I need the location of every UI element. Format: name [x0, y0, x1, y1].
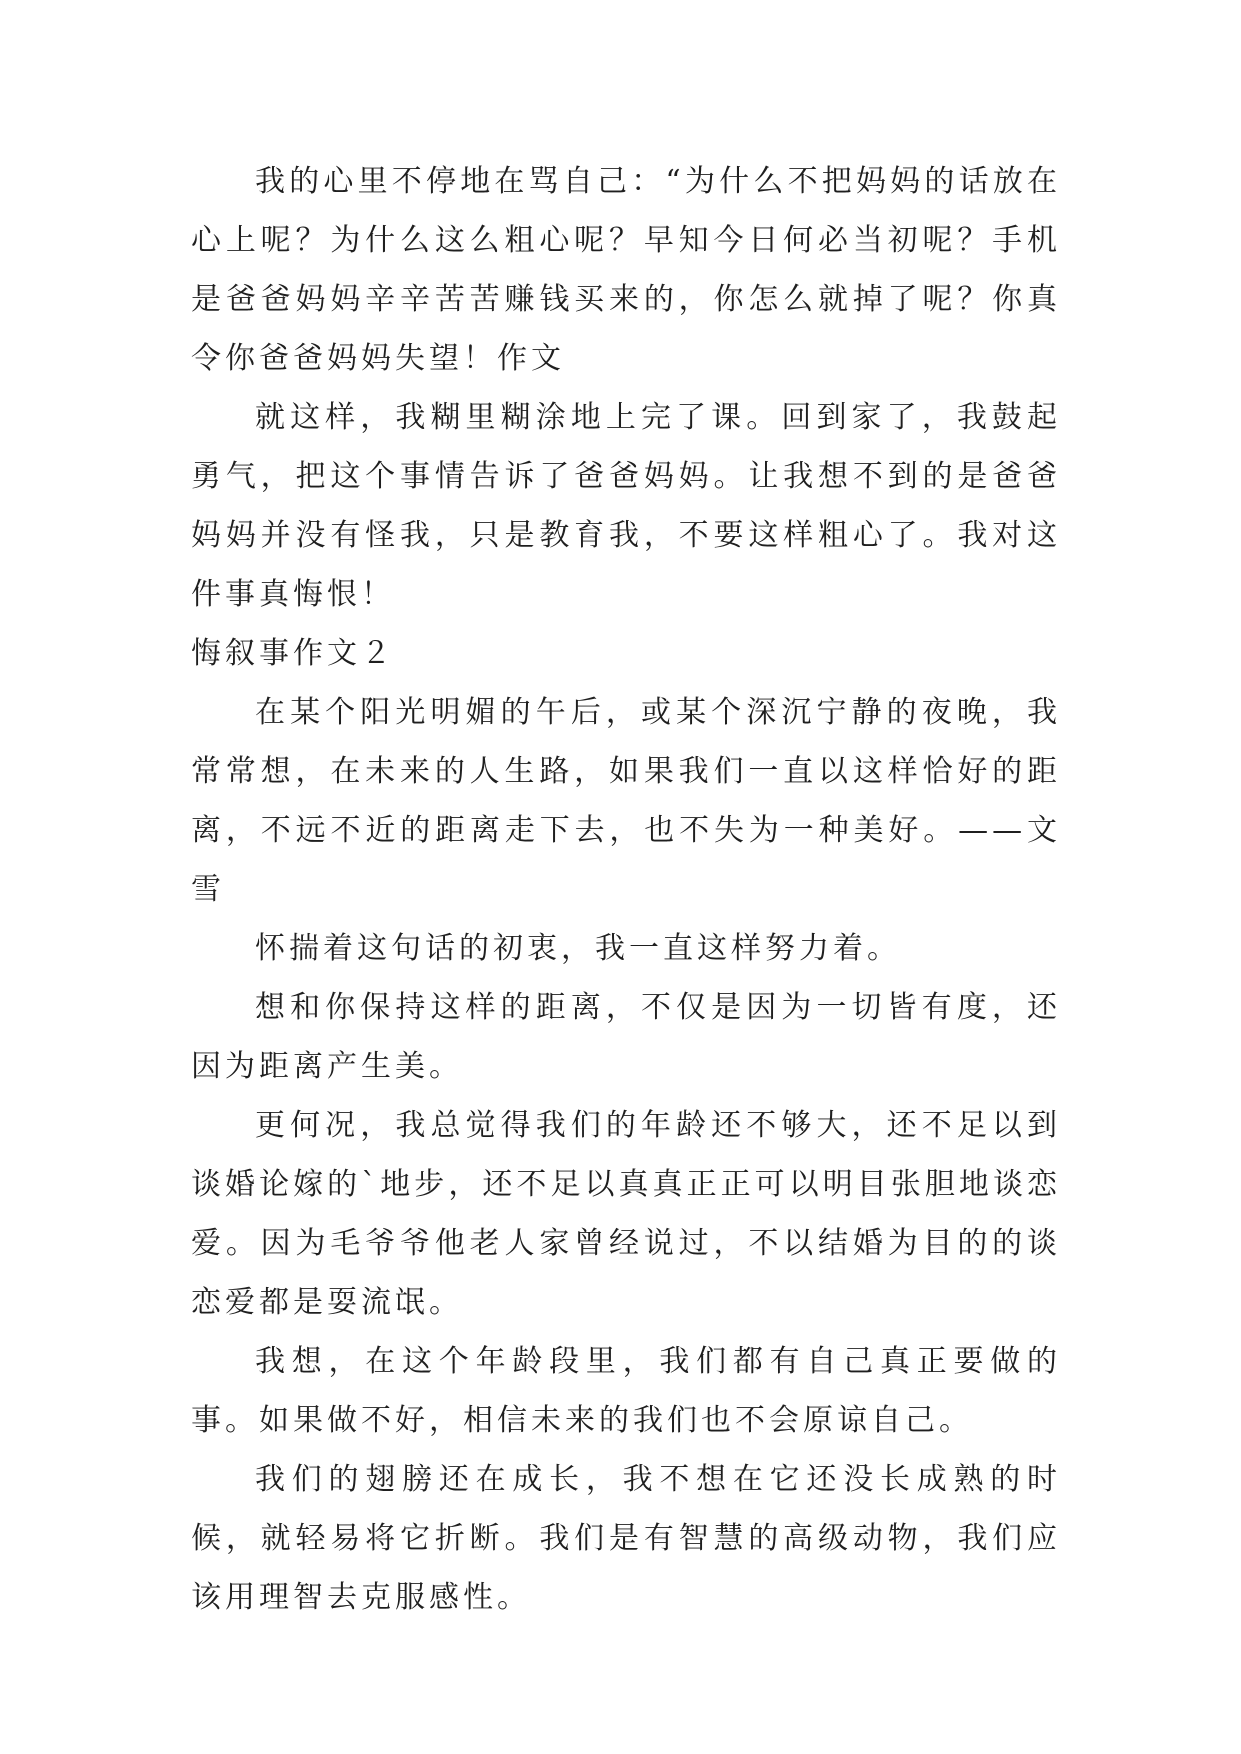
paragraph: 我的心里不停地在骂自己：“为什么不把妈妈的话放在心上呢？为什么这么粗心呢？早知今日何必当初呢？手机是爸爸妈妈辛辛苦苦赚钱买来的，你怎么就掉了呢？你真令你爸爸妈妈失望！作文 — [191, 164, 1061, 376]
paragraph: 我们的翅膀还在成长，我不想在它还没长成熟的时候，就轻易将它折断。我们是有智慧的高级动物，我们应该用理智去克服感性。 — [191, 1462, 1061, 1615]
paragraph: 想和你保持这样的距离，不仅是因为一切皆有度，还因为距离产生美。 — [191, 990, 1061, 1084]
paragraph: 在某个阳光明媚的午后，或某个深沉宁静的夜晚，我常常想，在未来的人生路，如果我们一直以这样恰好的距离，不远不近的距离走下去，也不失为一种美好。——文雪 — [191, 695, 1061, 907]
paragraph: 我想，在这个年龄段里，我们都有自己真正要做的事。如果做不好，相信未来的我们也不会原谅自己。 — [191, 1344, 1061, 1438]
paragraph: 就这样，我糊里糊涂地上完了课。回到家了，我鼓起勇气，把这个事情告诉了爸爸妈妈。让我想不到的是爸爸妈妈并没有怪我，只是教育我，不要这样粗心了。我对这件事真悔恨！ — [191, 400, 1061, 612]
section-heading: 悔叙事作文２ — [191, 636, 395, 671]
paragraph: 更何况，我总觉得我们的年龄还不够大，还不足以到谈婚论嫁的`地步，还不足以真真正正可以明目张胆地谈恋爱。因为毛爷爷他老人家曾经说过，不以结婚为目的的谈恋爱都是耍流氓。 — [191, 1108, 1061, 1320]
document-body — [191, 152, 1061, 1627]
paragraph: 怀揣着这句话的初衷，我一直这样努力着。 — [255, 931, 901, 966]
